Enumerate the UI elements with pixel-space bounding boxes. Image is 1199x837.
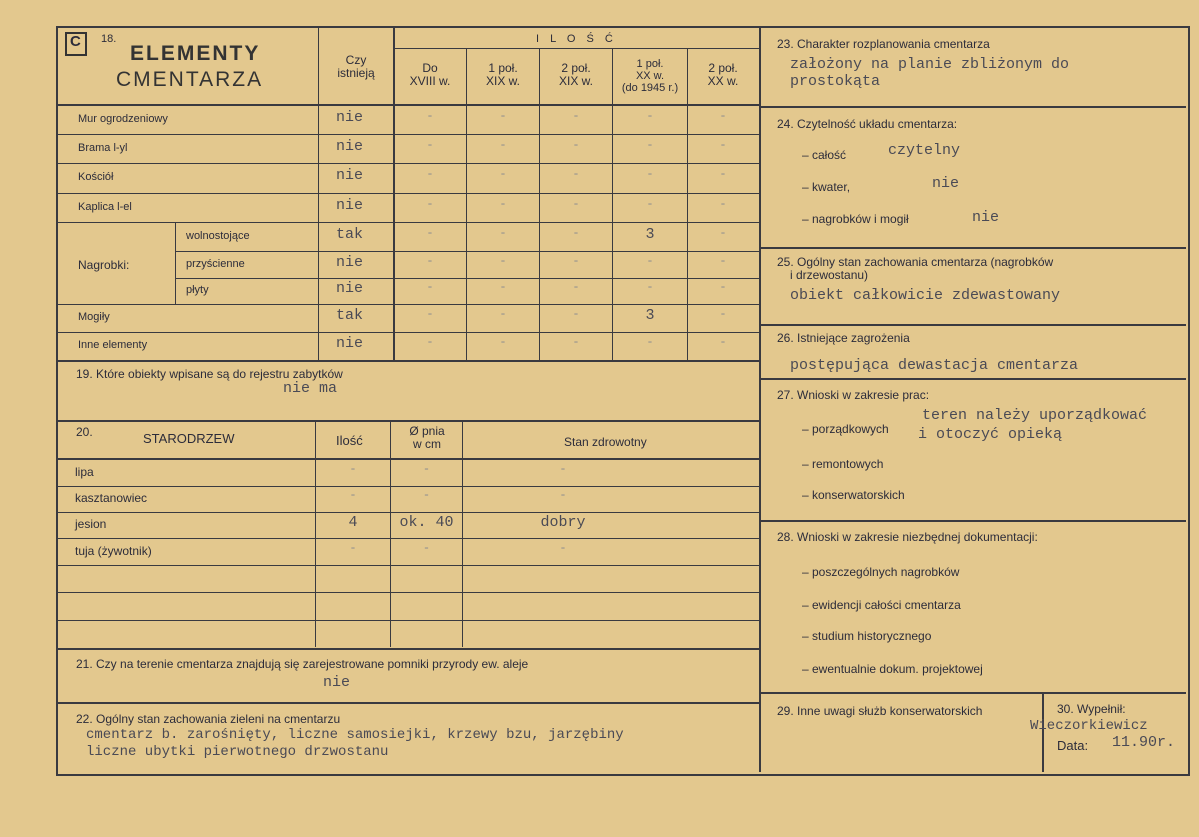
element-row-qty: - [572, 196, 580, 211]
element-row-qty: - [426, 280, 434, 294]
row-line [58, 332, 759, 333]
hline [760, 247, 1186, 249]
element-row-qty: - [426, 109, 434, 123]
tree-count: - [349, 488, 357, 502]
vline [318, 28, 319, 360]
tree-trunk: - [422, 540, 431, 555]
s25-value: obiekt całkowicie zdewastowany [790, 287, 1061, 304]
element-row-qty: - [572, 137, 580, 152]
s20-num: 20. [76, 425, 93, 439]
element-row-label: Brama l-yl [78, 141, 128, 154]
hline [58, 104, 759, 106]
element-row-qty: - [572, 335, 580, 349]
s26-value: postępująca dewastacja cmentarza [790, 357, 1079, 374]
row-line [58, 193, 759, 194]
hline [58, 648, 759, 650]
s21-label: 21. Czy na terenie cmentarza znajdują się zarejestrowane pomniki przyrody ew. aleje [76, 657, 529, 671]
s24-kwater: – kwater, [802, 180, 851, 194]
czy-text: Czy [345, 53, 367, 67]
s19-value: nie ma [283, 380, 338, 397]
element-row-exists: nie [336, 335, 364, 352]
s20-title: STARODRZEW [143, 431, 235, 446]
section-letter: C [70, 33, 81, 50]
s26-label: 26. Istniejące zagrożenia [777, 331, 910, 345]
element-row-label: przyścienne [186, 257, 245, 270]
row-line [175, 251, 759, 252]
element-row-qty: - [499, 109, 507, 123]
row-line [58, 163, 759, 164]
s20-ilosc: Ilość [336, 433, 363, 448]
column-divider [759, 28, 761, 772]
period-3-l1: 2 poł. [561, 61, 591, 75]
tree-health: - [559, 540, 567, 555]
period-4-l1: 1 poł. [636, 58, 664, 70]
row-line [58, 538, 759, 539]
hline [394, 48, 759, 49]
element-row-exists: nie [336, 196, 364, 214]
tree-trunk: - [422, 462, 431, 476]
row-line [58, 565, 759, 566]
s29-label: 29. Inne uwagi służb konserwatorskich [777, 704, 983, 718]
element-row-qty: - [572, 280, 580, 294]
element-row-qty: - [719, 280, 727, 294]
element-row-qty: - [719, 137, 727, 152]
section-title-1: ELEMENTY [130, 42, 261, 65]
pnia-l1: Ø pnia [409, 424, 445, 438]
s27-label: 27. Wnioski w zakresie prac: [777, 388, 930, 402]
s24-nagrobkow-value: nie [972, 209, 1000, 226]
s27-remont: – remontowych [802, 457, 884, 471]
s23-line2: prostokąta [790, 73, 881, 90]
s28-item-2: – ewidencji całości cmentarza [802, 598, 961, 612]
period-3 [540, 62, 612, 88]
row-line [58, 222, 759, 223]
hline [58, 420, 759, 422]
element-row-label: płyty [186, 284, 209, 296]
tree-health: dobry [540, 514, 586, 531]
s30-name: Wieczorkiewicz [1030, 718, 1148, 734]
element-row-exists: nie [336, 109, 364, 126]
hline [760, 324, 1186, 326]
element-row-qty: - [646, 109, 654, 123]
hline [58, 702, 759, 704]
tree-health: - [559, 462, 567, 476]
element-row-qty: - [572, 253, 580, 268]
element-row-qty: - [426, 225, 434, 240]
element-row-label: Kaplica l-el [78, 200, 132, 213]
section-title-2: CMENTARZA [116, 68, 264, 91]
s28-item-1: – poszczególnych nagrobków [802, 565, 960, 579]
s30-data-label: Data: [1057, 738, 1089, 753]
tree-name: jesion [75, 517, 107, 531]
period-1-l1: Do [422, 61, 438, 75]
element-row-label: Inne elementy [78, 339, 148, 351]
element-row-qty: - [499, 225, 507, 240]
element-row-qty: - [572, 307, 580, 321]
period-5-l1: 2 poł. [708, 61, 738, 75]
element-row-qty: - [719, 196, 727, 211]
s27-porz-value-2: i otoczyć opieką [918, 426, 1063, 443]
s27-porz-value-1: teren należy uporządkować [922, 407, 1148, 424]
tree-count: - [349, 540, 357, 555]
vline [390, 421, 391, 647]
s28-item-4: – ewentualnie dokum. projektowej [802, 662, 983, 676]
element-row-qty: - [646, 137, 654, 152]
s23-line1: założony na planie zbliżonym do [790, 56, 1070, 73]
tree-trunk: - [422, 488, 431, 502]
s24-calosc-value: czytelny [888, 142, 961, 159]
element-row-qty: - [572, 167, 580, 181]
element-row-qty: - [426, 137, 434, 152]
s24-label: 24. Czytelność układu cmentarza: [777, 117, 958, 131]
row-line [58, 512, 759, 513]
element-row-qty: - [499, 335, 507, 349]
s30-data: 11.90r. [1112, 734, 1176, 751]
row-line [58, 304, 759, 305]
element-row-exists: nie [336, 280, 364, 297]
element-row-label: Mur ogrodzeniowy [78, 113, 168, 125]
element-row-qty: 3 [645, 307, 655, 324]
hline [760, 520, 1186, 522]
s19-label: 19. Które obiekty wpisane są do rejestru zabytków [76, 367, 343, 381]
element-row-label: Kościół [78, 171, 114, 183]
s24-calosc: – całość [802, 148, 847, 162]
element-row-qty: - [499, 196, 507, 211]
vline [175, 222, 176, 304]
s22-label: 22. Ogólny stan zachowania zieleni na cmentarzu [76, 712, 341, 726]
ilosc-header: I L O Ś Ć [536, 33, 617, 45]
s22-line2: liczne ubytki pierwotnego drzwostanu [86, 744, 389, 760]
row-line [58, 592, 759, 593]
row-line [58, 486, 759, 487]
element-row-exists: tak [336, 225, 364, 243]
period-4 [613, 58, 687, 94]
pnia-l2: w cm [413, 437, 441, 451]
istnieja-text: istnieją [337, 66, 375, 80]
element-row-qty: - [719, 253, 727, 268]
element-row-exists: nie [336, 253, 364, 271]
element-row-qty: 3 [645, 225, 655, 243]
hline [760, 378, 1186, 380]
element-row-qty: - [572, 225, 580, 240]
tree-trunk: ok. 40 [399, 514, 454, 531]
hline [760, 106, 1186, 108]
element-row-label: wolnostojące [186, 229, 250, 242]
period-5 [688, 62, 758, 88]
element-row-qty: - [426, 253, 434, 268]
period-1 [394, 62, 466, 88]
s24-kwater-value: nie [932, 175, 960, 192]
element-row-qty: - [719, 335, 727, 349]
hline [760, 692, 1186, 694]
period-4-l3: (do 1945 r.) [621, 82, 679, 94]
vline [315, 421, 316, 647]
period-2-l2: XIX w. [485, 74, 520, 88]
element-row-qty: - [719, 167, 727, 181]
element-row-exists: tak [336, 307, 364, 324]
element-row-qty: - [572, 109, 580, 123]
element-row-label: Mogiły [78, 311, 110, 323]
s24-nagrobkow: – nagrobków i mogił [802, 212, 909, 226]
row-line [175, 278, 759, 279]
tree-health: - [559, 488, 567, 502]
element-row-qty: - [426, 196, 434, 211]
element-row-qty: - [646, 196, 654, 211]
element-row-qty: - [646, 335, 654, 349]
tree-name: tuja (żywotnik) [75, 543, 152, 558]
s21-value: nie [323, 674, 351, 691]
element-row-qty: - [646, 253, 654, 268]
vline [462, 421, 463, 647]
element-row-qty: - [646, 167, 654, 181]
element-row-qty: - [426, 335, 434, 349]
element-row-qty: - [719, 109, 727, 123]
element-row-exists: nie [336, 137, 364, 155]
s20-pnia [391, 425, 463, 451]
czy-header [318, 54, 394, 80]
element-row-qty: - [426, 307, 434, 321]
s30-label: 30. Wypełnił: [1057, 702, 1126, 716]
tree-count: - [349, 462, 357, 476]
period-3-l2: XIX w. [558, 74, 593, 88]
row-line [58, 134, 759, 135]
s22-line1: cmentarz b. zarośnięty, liczne samosiejki, krzewy bzu, jarzębiny [86, 727, 624, 743]
element-row-qty: - [646, 280, 654, 294]
period-1-l2: XVIII w. [409, 74, 451, 88]
tree-name: kasztanowiec [75, 491, 148, 505]
hline [58, 458, 759, 460]
element-row-qty: - [499, 280, 507, 294]
element-row-qty: - [499, 167, 507, 181]
tree-count: 4 [348, 514, 358, 531]
element-row-qty: - [426, 167, 434, 181]
s23-label: 23. Charakter rozplanowania cmentarza [777, 37, 990, 51]
period-4-l2: XX w. [635, 70, 665, 82]
element-row-qty: - [719, 307, 727, 321]
tree-name: lipa [75, 465, 94, 479]
element-row-qty: - [499, 253, 507, 268]
row-line [58, 620, 759, 621]
nagrobki-label: Nagrobki: [78, 258, 130, 272]
section-number: 18. [101, 33, 117, 45]
element-row-qty: - [719, 225, 727, 240]
element-row-exists: nie [336, 167, 364, 184]
element-row-qty: - [499, 307, 507, 321]
hline [58, 360, 759, 362]
s28-label: 28. Wnioski w zakresie niezbędnej dokumentacji: [777, 530, 1038, 544]
s27-porz: – porządkowych [802, 422, 889, 436]
s27-konserw: – konserwatorskich [802, 488, 905, 502]
period-2 [467, 62, 539, 88]
s25-label-1: 25. Ogólny stan zachowania cmentarza (nagrobków [777, 255, 1054, 269]
s25-label-2: i drzewostanu) [790, 268, 869, 282]
s28-item-3: – studium historycznego [802, 629, 932, 643]
period-2-l1: 1 poł. [488, 61, 518, 75]
element-row-qty: - [499, 137, 507, 152]
s20-stan: Stan zdrowotny [564, 435, 647, 449]
period-5-l2: XX w. [707, 74, 739, 88]
